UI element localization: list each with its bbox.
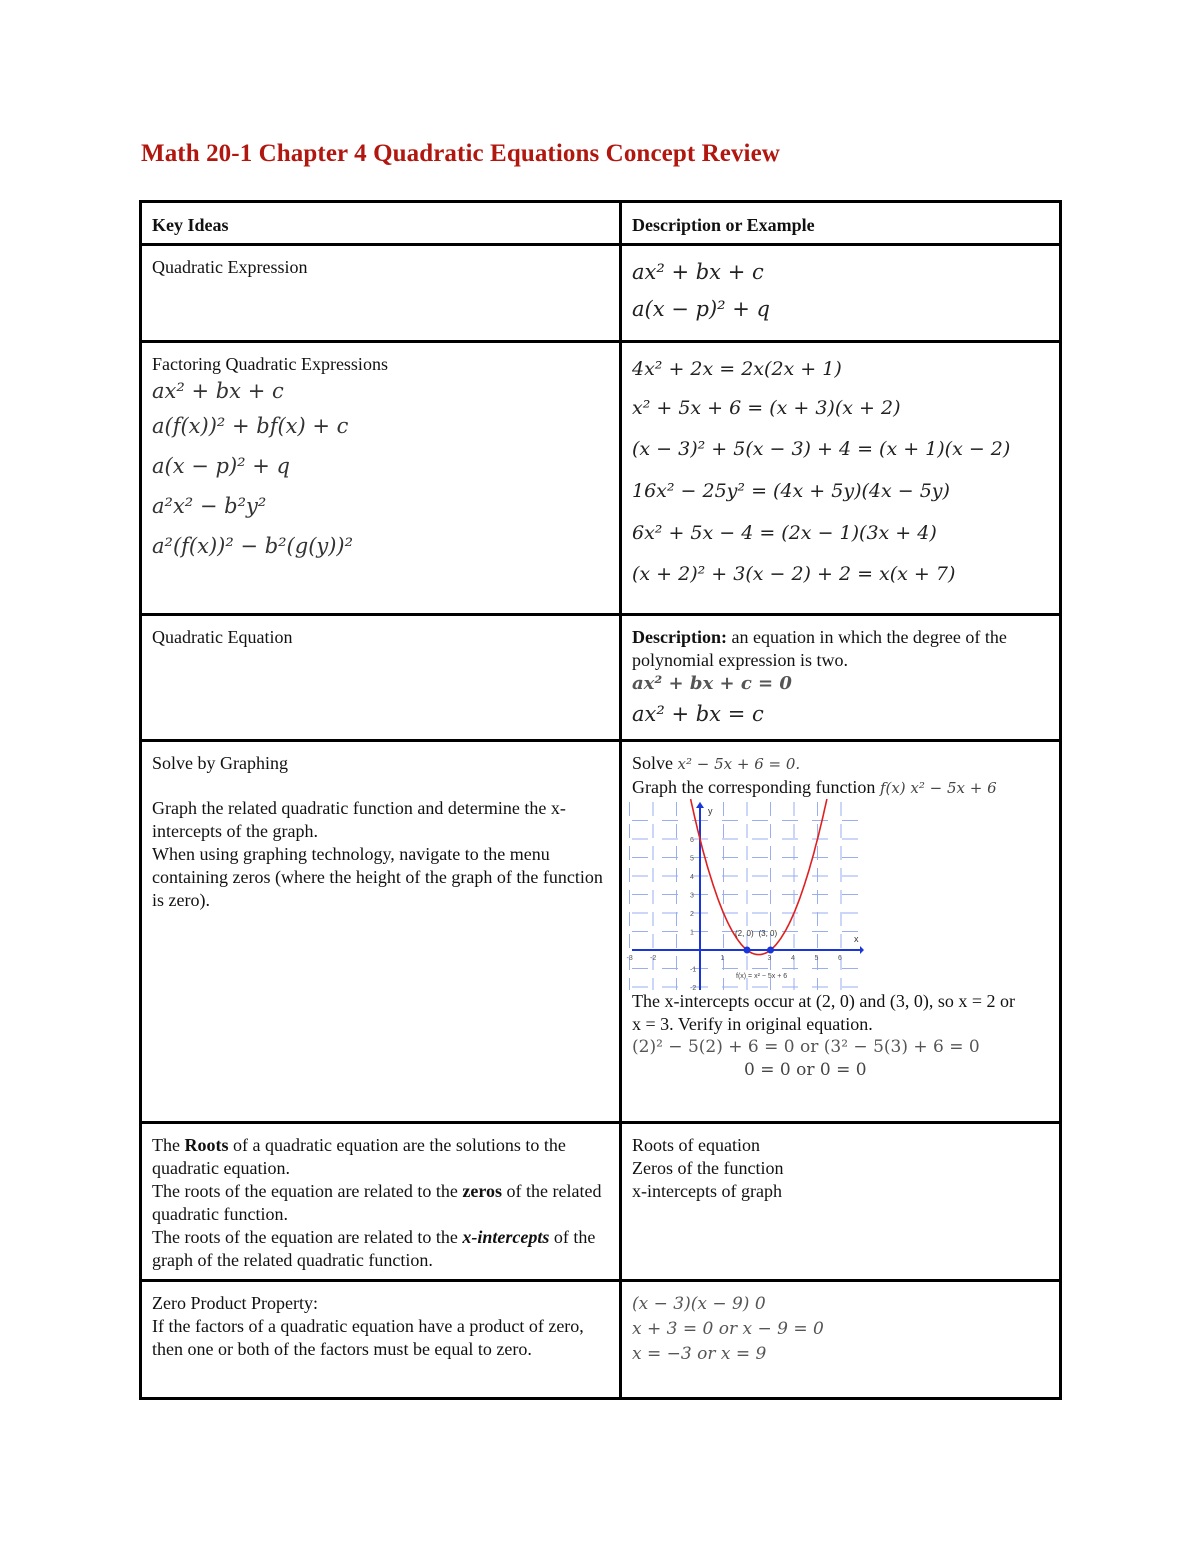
list-item: x-intercepts of graph <box>632 1181 782 1201</box>
solve-line <box>632 752 1053 776</box>
table-row <box>141 1123 1061 1281</box>
y-tick-label: 2 <box>690 911 694 918</box>
verify-text: x = 3. Verify in original equation. <box>632 1014 873 1034</box>
solve-label: Solve <box>632 753 674 773</box>
y-axis-arrow <box>696 802 704 808</box>
math-expression: 6x² + 5x − 4 = (2x − 1)(3x + 4) <box>632 522 937 544</box>
table-row <box>141 1281 1061 1399</box>
key-idea-cell <box>141 615 621 741</box>
factoring-forms <box>152 376 609 566</box>
math-expression: a(x − p)² + q <box>632 297 770 321</box>
math-expression: ax² + bx = c <box>632 702 764 726</box>
x-tick-label: 1 <box>720 955 725 962</box>
example-cell <box>621 1123 1061 1281</box>
solve-equation: x² − 5x + 6 = 0. <box>677 755 801 773</box>
example-cell <box>621 1281 1061 1399</box>
zero-product-description: If the factors of a quadratic equation have a product of zero, then one or both of the factors must be equal to zero. <box>152 1316 584 1359</box>
description-text <box>632 626 1049 672</box>
math-expression: (x − 3)² + 5(x − 3) + 4 = (x + 1)(x − 2) <box>632 438 1011 460</box>
parabola-graph <box>626 802 864 992</box>
list-item: Roots of equation <box>632 1135 760 1155</box>
y-tick-label: -2 <box>690 985 697 992</box>
x-tick-label: 4 <box>791 955 795 962</box>
grid-layer <box>630 802 865 990</box>
header-key-ideas: Key Ideas <box>141 202 621 245</box>
graph-label: Graph the corresponding function <box>632 777 876 797</box>
page-title: Math 20-1 Chapter 4 Quadratic Equations Concept Review <box>141 140 780 167</box>
roots-definition: The Roots of a quadratic equation are the solutions to the quadratic equation. <box>152 1135 566 1178</box>
key-idea-cell <box>141 342 621 615</box>
y-tick-label: 6 <box>690 837 694 844</box>
math-expression: ax² + bx + c <box>632 260 764 284</box>
table-row <box>141 342 1061 615</box>
key-idea-text: Zero Product Property: <box>152 1293 318 1313</box>
y-tick-label: 5 <box>690 855 694 863</box>
intercept-point <box>744 947 751 954</box>
math-expression: (x − 3)(x − 9) 0 <box>632 1294 766 1314</box>
math-expression: 4x² + 2x = 2x(2x + 1) <box>632 358 842 380</box>
zeros-term: zeros <box>462 1181 503 1201</box>
example-cell <box>621 741 1061 1123</box>
key-idea-cell <box>141 741 621 1123</box>
key-idea-text: Solve by Graphing <box>152 753 288 773</box>
x-tick-label: 3 <box>767 955 772 962</box>
y-tick-label: 1 <box>690 929 694 937</box>
table-header-row <box>141 202 1061 245</box>
key-idea-cell <box>141 1281 621 1399</box>
roots-term: Roots <box>184 1135 229 1155</box>
x-intercepts-term: x-intercepts <box>462 1227 550 1247</box>
intercept-label: (3, 0) <box>758 929 778 938</box>
math-expression: a²x² − b²y² <box>152 494 267 518</box>
y-tick-label: 3 <box>690 892 694 900</box>
example-cell <box>621 245 1061 342</box>
key-idea-text: Quadratic Equation <box>152 627 293 647</box>
label-layer <box>627 806 860 992</box>
key-idea-cell <box>141 245 621 342</box>
y-tick-label: 4 <box>690 874 694 881</box>
intercept-point <box>767 947 774 954</box>
example-cell <box>621 615 1061 741</box>
header-description: Description or Example <box>621 202 1061 245</box>
intercept-label: (2, 0) <box>735 929 754 938</box>
math-expression: 16x² − 25y² = (4x + 5y)(4x − 5y) <box>632 480 950 502</box>
key-idea-text: Factoring Quadratic Expressions <box>152 354 388 374</box>
verify-equation: (2)² − 5(2) + 6 = 0 or (3² − 5(3) + 6 = 0 <box>632 1037 980 1057</box>
table-row <box>141 615 1061 741</box>
x-tick-label: 6 <box>838 955 842 962</box>
table-row <box>141 245 1061 342</box>
function-expression: f(x) x² − 5x + 6 <box>879 779 997 797</box>
math-expression: (x + 2)² + 3(x − 2) + 2 = x(x + 7) <box>632 563 956 585</box>
y-axis-label: y <box>708 806 713 816</box>
verify-result: 0 = 0 or 0 = 0 <box>744 1060 867 1080</box>
zeros-relation: The roots of the equation are related to the zeros of the related quadratic function. <box>152 1181 602 1224</box>
concept-review-table <box>139 200 1062 1400</box>
graph-technology-note: When using graphing technology, navigate to the menu containing zeros (where the height of the graph of the function is zero). <box>152 844 603 910</box>
axes-layer <box>632 802 864 990</box>
x-axis-arrow <box>860 946 864 954</box>
math-expression: x = −3 or x = 9 <box>632 1344 767 1364</box>
graph-line <box>632 776 1053 800</box>
math-expression: a(x − p)² + q <box>152 454 290 478</box>
math-expression: a(f(x))² + bf(x) + c <box>152 414 349 438</box>
key-idea-text: Quadratic Expression <box>152 257 308 277</box>
math-expression: x² + 5x + 6 = (x + 3)(x + 2) <box>632 397 901 419</box>
curve-equation-label: f(x) = x² − 5x + 6 <box>736 973 788 980</box>
math-expression: ax² + bx + c <box>152 379 284 403</box>
math-expression: a²(f(x))² − b²(g(y))² <box>152 534 354 558</box>
intercepts-text: The x-intercepts occur at (2, 0) and (3, 0), so x = 2 or <box>632 991 1016 1011</box>
x-axis-label: x <box>854 934 859 944</box>
list-item: Zeros of the function <box>632 1158 784 1178</box>
y-tick-label: -1 <box>690 966 697 974</box>
intercepts-relation: The roots of the equation are related to the x-intercepts of the graph of the related quadratic function. <box>152 1227 596 1270</box>
math-expression: ax² + bx + c = 0 <box>632 673 792 694</box>
x-tick-label: -3 <box>626 955 633 962</box>
description-body: an equation in which the degree of the polynomial expression is two. <box>632 627 1007 670</box>
x-tick-label: 5 <box>814 955 819 962</box>
table-row <box>141 741 1061 1123</box>
example-cell <box>621 342 1061 615</box>
graph-instructions: Graph the related quadratic function and determine the x-intercepts of the graph. <box>152 798 566 841</box>
x-tick-label: -2 <box>650 955 657 962</box>
key-idea-cell <box>141 1123 621 1281</box>
description-label: Description: <box>632 627 727 647</box>
math-expression: x + 3 = 0 or x − 9 = 0 <box>632 1319 824 1339</box>
